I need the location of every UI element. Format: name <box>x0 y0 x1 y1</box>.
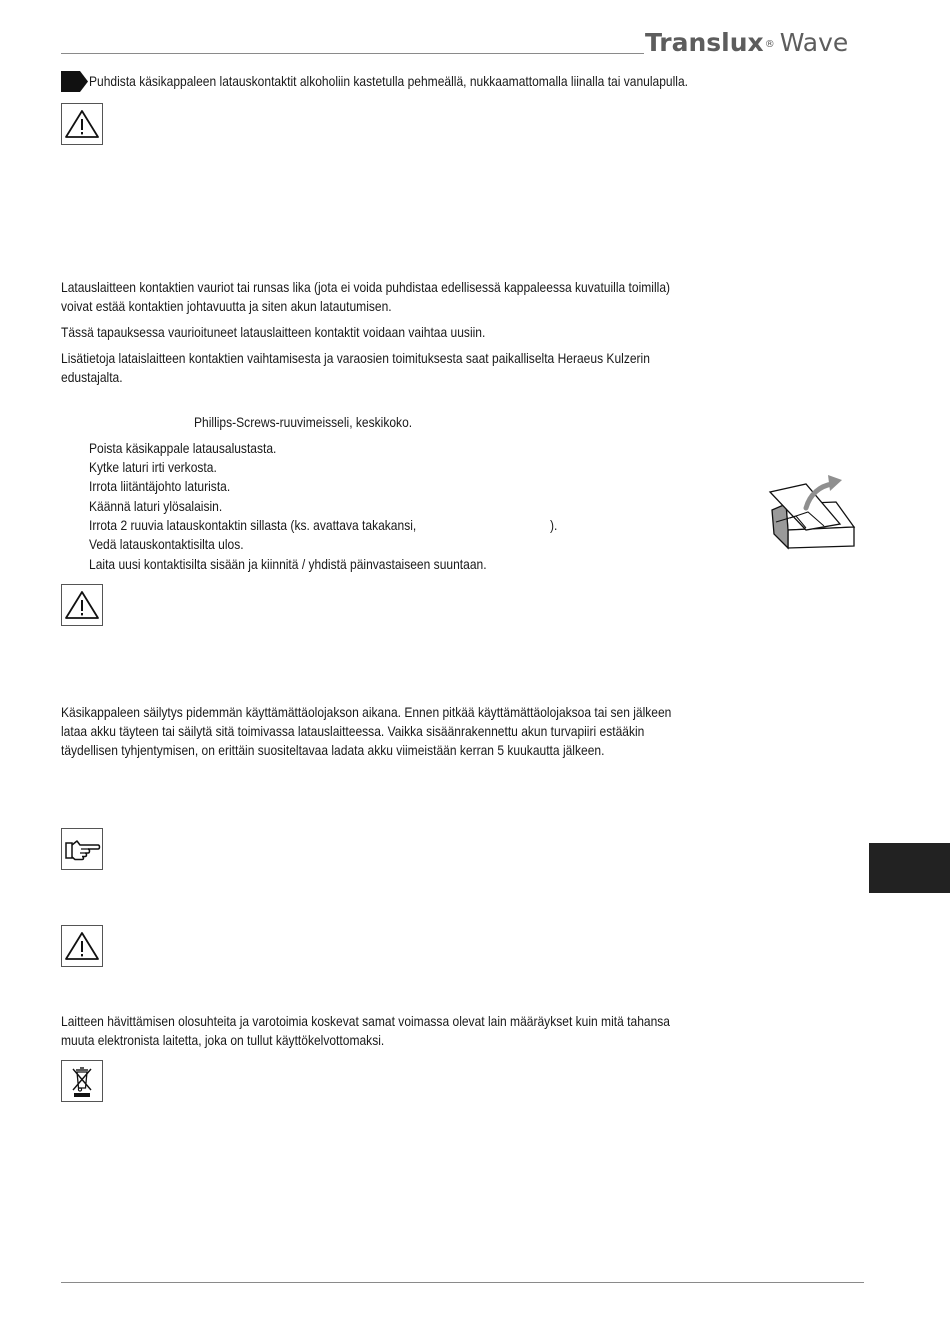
step-7: Laita uusi kontaktisilta sisään ja kiinnitä / yhdistä päinvastaiseen suuntaan. <box>89 556 487 572</box>
header-rule <box>61 53 644 54</box>
contacts-para3-line2: edustajalta. <box>61 369 123 385</box>
storage-line2: lataa akku täyteen tai säilytä sitä toimivassa latauslaitteessa. Vaikka sisäänrakennettu akun turvapiiri estääkin <box>61 723 645 739</box>
brand-logo <box>645 29 848 57</box>
step-2: Kytke laturi irti verkosta. <box>89 459 217 475</box>
footer-rule <box>61 1282 864 1283</box>
contacts-para1-line1: Latauslaitteen kontaktien vauriot tai runsas lika (jota ei voida puhdistaa edellisessä kappaleessa kuvatuilla toimilla) <box>61 279 671 295</box>
registered-mark: ® <box>764 39 775 50</box>
brand-name: Translux <box>645 28 764 57</box>
crossed-out-wheelie-bin-icon <box>65 1063 99 1099</box>
step-5: Irrota 2 ruuvia latauskontaktin sillasta (ks. avattava takakansi, <box>89 517 417 533</box>
step-5-suffix: ). <box>550 517 558 533</box>
chapter-tab <box>869 843 950 893</box>
warning-triangle-icon <box>63 930 101 962</box>
cleaning-instruction: Puhdista käsikappaleen latauskontaktit alkoholiin kastetulla pehmeällä, nukkaamattomalla liinalla tai vanulapulla. <box>89 73 689 89</box>
contacts-para2: Tässä tapauksessa vaurioituneet latauslaitteen kontaktit voidaan vaihtaa uusiin. <box>61 324 486 340</box>
contacts-para1-line2: voivat estää kontaktien johtavuutta ja siten akun latautumisen. <box>61 298 392 314</box>
pointing-hand-icon <box>63 836 101 862</box>
warning-box-1 <box>61 103 103 145</box>
arrow-bullet-icon <box>61 71 88 97</box>
warning-box-3 <box>61 925 103 967</box>
tool-requirement: Phillips-Screws-ruuvimeisseli, keskikoko. <box>194 414 413 430</box>
charger-flip-illustration <box>766 472 858 557</box>
weee-box <box>61 1060 103 1102</box>
note-box <box>61 828 103 870</box>
warning-triangle-icon <box>63 589 101 621</box>
disposal-line2: muuta elektronista laitetta, joka on tullut käyttökelvottomaksi. <box>61 1032 385 1048</box>
warning-triangle-icon <box>63 108 101 140</box>
step-3: Irrota liitäntäjohto laturista. <box>89 478 231 494</box>
brand-product: Wave <box>779 28 849 57</box>
step-6: Vedä latauskontaktisilta ulos. <box>89 536 244 552</box>
warning-box-2 <box>61 584 103 626</box>
step-1: Poista käsikappale latausalustasta. <box>89 440 277 456</box>
storage-line3: täydellisen tyhjentymisen, on erittäin suositeltavaa ladata akku viimeistään kerran 5 kuukautta jälkeen. <box>61 742 605 758</box>
step-4: Käännä laturi ylösalaisin. <box>89 498 223 514</box>
contacts-para3-line1: Lisätietoja lataislaitteen kontaktien vaihtamisesta ja varaosien toimituksesta saat paikalliselta Heraeus Kulzerin <box>61 350 650 366</box>
disposal-line1: Laitteen hävittämisen olosuhteita ja varotoimia koskevat samat voimassa olevat lain määräykset kuin mitä tahansa <box>61 1013 671 1029</box>
storage-line1: Käsikappaleen säilytys pidemmän käyttämättäolojakson aikana. Ennen pitkää käyttämättäolojaksoa tai sen jälkeen <box>61 704 672 720</box>
